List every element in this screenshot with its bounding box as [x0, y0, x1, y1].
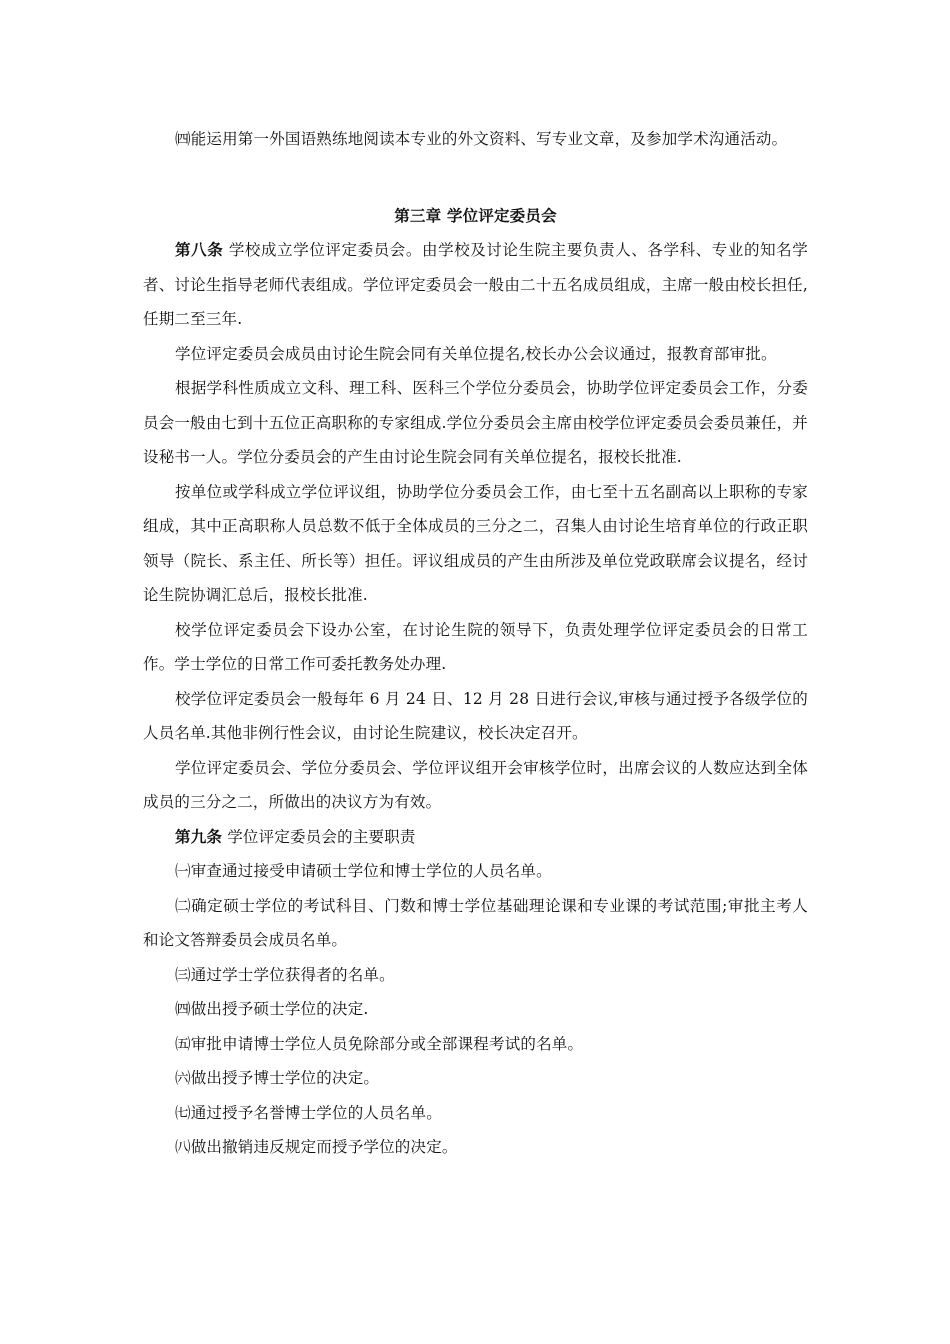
duty-item: ㈦通过授予名誉博士学位的人员名单。: [175, 1103, 442, 1122]
intro-item: ㈣能运用第一外国语熟练地阅读本专业的外文资料、写专业文章，及参加学术沟通活动。: [175, 130, 788, 148]
article-8-number: 第八条: [175, 240, 224, 259]
paragraph: 校学位评定委员会一般每年 6 月 24 日、12 月 28 日进行会议,审核与通过授予各级学位的人员名单.其他非例行性会议，由讨论生院建议，校长决定召开。: [143, 689, 808, 742]
paragraph: 根据学科性质成立文科、理工科、医科三个学位分委员会，协助学位评定委员会工作，分委员会一般由七到十五位正高职称的专家组成.学位分委员会主席由校学位评定委员会委员兼任，并设秘书一人。学位分委员会的产生由讨论生院会同有关单位提名，报校长批准.: [143, 379, 808, 466]
article-9-number: 第九条: [175, 826, 223, 846]
article-8: [143, 233, 808, 337]
paragraph: 校学位评定委员会下设办公室，在讨论生院的领导下，负责处理学位评定委员会的日常工作。学士学位的日常工作可委托教务处办理.: [143, 620, 808, 673]
duty-item: ㈧做出撤销违反规定而授予学位的决定。: [175, 1138, 458, 1156]
duty-item: ㈣做出授予硕士学位的决定.: [175, 1000, 369, 1018]
paragraph: 学位评定委员会、学位分委员会、学位评议组开会审核学位时，出席会议的人数应达到全体成员的三分之二，所做出的决议方为有效。: [143, 758, 808, 811]
paragraph: 按单位或学科成立学位评议组，协助学位分委员会工作，由七至十五名副高以上职称的专家组成，其中正高职称人员总数不低于全体成员的三分之二，召集人由讨论生培育单位的行政正职领导（院长、系主任、所长等）担任。评议组成员的产生由所涉及单位党政联席会议提名，经讨论生院协调汇总后，报校长批准.: [143, 482, 808, 604]
paragraph: 学位评定委员会成员由讨论生院会同有关单位提名,校长办公会议通过，报教育部审批。: [175, 344, 777, 363]
document-page: [143, 122, 808, 1165]
chapter-title: 第三章 学位评定委员会: [394, 205, 557, 225]
article-8-text: 学校成立学位评定委员会。由学校及讨论生院主要负责人、各学科、专业的知名学者、讨论生指导老师代表组成。学位评定委员会一般由二十五名成员组成，主席一般由校长担任,任期二至三年.: [143, 241, 808, 328]
article-9: [143, 820, 808, 855]
duty-item: ㈤审批申请博士学位人员免除部分或全部课程考试的名单。: [175, 1034, 584, 1053]
article-9-text: 学位评定委员会的主要职责: [222, 827, 416, 846]
duty-item: ㈠审查通过接受申请硕士学位和博士学位的人员名单。: [175, 862, 552, 880]
duty-item: ㈢通过学士学位获得者的名单。: [175, 965, 395, 984]
duty-item: ㈥做出授予博士学位的决定。: [175, 1069, 380, 1087]
duty-item: ㈡确定硕士学位的考试科目、门数和博士学位基础理论课和专业课的考试范围;审批主考人和论文答辩委员会成员名单。: [143, 896, 808, 949]
